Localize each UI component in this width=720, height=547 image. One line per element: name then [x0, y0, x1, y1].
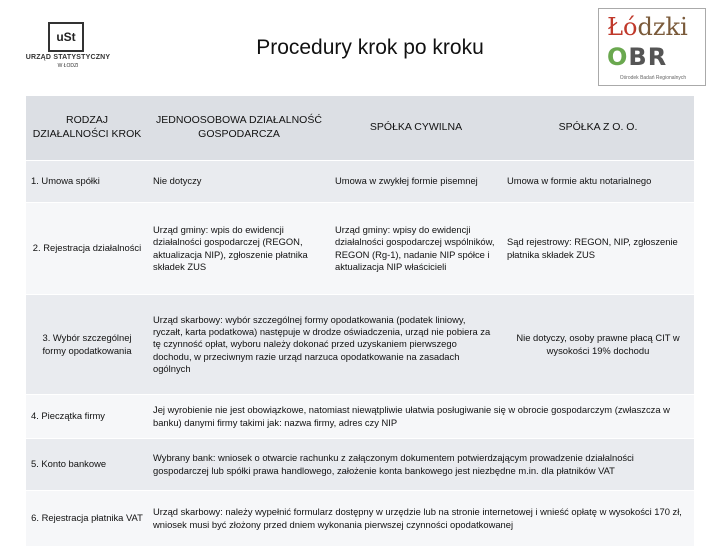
cell-all: Jej wyrobienie nie jest obowiązkowe, natomiast niewątpliwie ułatwia posługiwanie się w obrocie gospodarczym (zwłaszcza w banku) danymi firmy takimi jak: nazwa firmy, adres czy NIP [148, 395, 694, 439]
table-row [26, 295, 694, 395]
cell-civil: Umowa w zwykłej formie pisemnej [330, 161, 502, 203]
procedures-table [26, 96, 694, 547]
header-cell-llc: SPÓŁKA Z O. O. [502, 96, 694, 161]
obr-logo-line2a: O [607, 43, 629, 71]
obr-logo-tagline: Ośrodek Badań Regionalnych [619, 75, 687, 81]
header-cell-civil: SPÓŁKA CYWILNA [330, 96, 502, 161]
row-label: 6. Rejestracja płatnika VAT [26, 491, 148, 547]
cell-llc: Umowa w formie aktu notarialnego [502, 161, 694, 203]
table-row [26, 439, 694, 491]
obr-logo-line1b: dzki [637, 13, 688, 41]
table-row [26, 161, 694, 203]
logo-sub: W ŁODZI [57, 63, 79, 69]
statistical-office-logo [18, 22, 118, 72]
table-header-row [26, 96, 694, 161]
table-row [26, 395, 694, 439]
cell-sole-civil: Urząd skarbowy: wybór szczególnej formy opodatkowania (podatek liniowy, ryczałt, karta podatkowa) następuje w drodze oświadczenia, urząd nie pobiera za tę czynność opłat, wyboru należy dokonać przed uzyskaniem pierwszego dochodu, w przeciwnym razie urząd narzuca opodatkowanie na zasadach ogólnych [148, 295, 502, 395]
obr-logo-line1a: Łó [607, 13, 638, 41]
cell-sole: Urząd gminy: wpis do ewidencji działalności gospodarczej (REGON, aktualizacja NIP), zgłoszenie płatnika składek ZUS [148, 203, 330, 295]
header-cell-sole: JEDNOOSOBOWA DZIAŁALNOŚĆ GOSPODARCZA [148, 96, 330, 161]
slide-header [0, 0, 720, 95]
page-title: Procedury krok po kroku [256, 36, 484, 59]
cell-llc: Nie dotyczy, osoby prawne płacą CIT w wysokości 19% dochodu [502, 295, 694, 395]
header-cell-step: RODZAJ DZIAŁALNOŚCI KROK [26, 96, 148, 161]
table-row [26, 491, 694, 547]
row-label: 4. Pieczątka firmy [26, 395, 148, 439]
row-label: 1. Umowa spółki [26, 161, 148, 203]
obr-logo-line2 [607, 43, 667, 71]
obr-logo-line2b: BR [628, 43, 668, 71]
cell-llc: Sąd rejestrowy: REGON, NIP, zgłoszenie płatnika składek ZUS [502, 203, 694, 295]
cell-sole: Nie dotyczy [148, 161, 330, 203]
logo-name: URZĄD STATYSTYCZNY [25, 54, 111, 61]
obr-logo [598, 8, 706, 86]
row-label: 5. Konto bankowe [26, 439, 148, 491]
cell-civil: Urząd gminy: wpisy do ewidencji działalności gospodarczej wspólników, REGON (Rg-1), nadanie NIP spółce i aktualizacja NIP właścicieli [330, 203, 502, 295]
row-label: 2. Rejestracja działalności [26, 203, 148, 295]
obr-logo-line1 [607, 13, 688, 41]
row-label: 3. Wybór szczególnej formy opodatkowania [26, 295, 148, 395]
cell-all: Wybrany bank: wniosek o otwarcie rachunku z załączonym dokumentem potwierdzającym prowadzenie działalności gospodarczej lub spółki prawa handlowego, założenie konta bankowego jest niezbędne m.in. dla płatników VAT [148, 439, 694, 491]
cell-all: Urząd skarbowy: należy wypełnić formularz dostępny w urzędzie lub na stronie internetowej i wnieść opłatę w wysokości 170 zł, wniosek musi być złożony przed dniem wykonania pierwszej czynności opodatkowanej [148, 491, 694, 547]
table-row [26, 203, 694, 295]
logo-mark: uSt [48, 22, 84, 52]
